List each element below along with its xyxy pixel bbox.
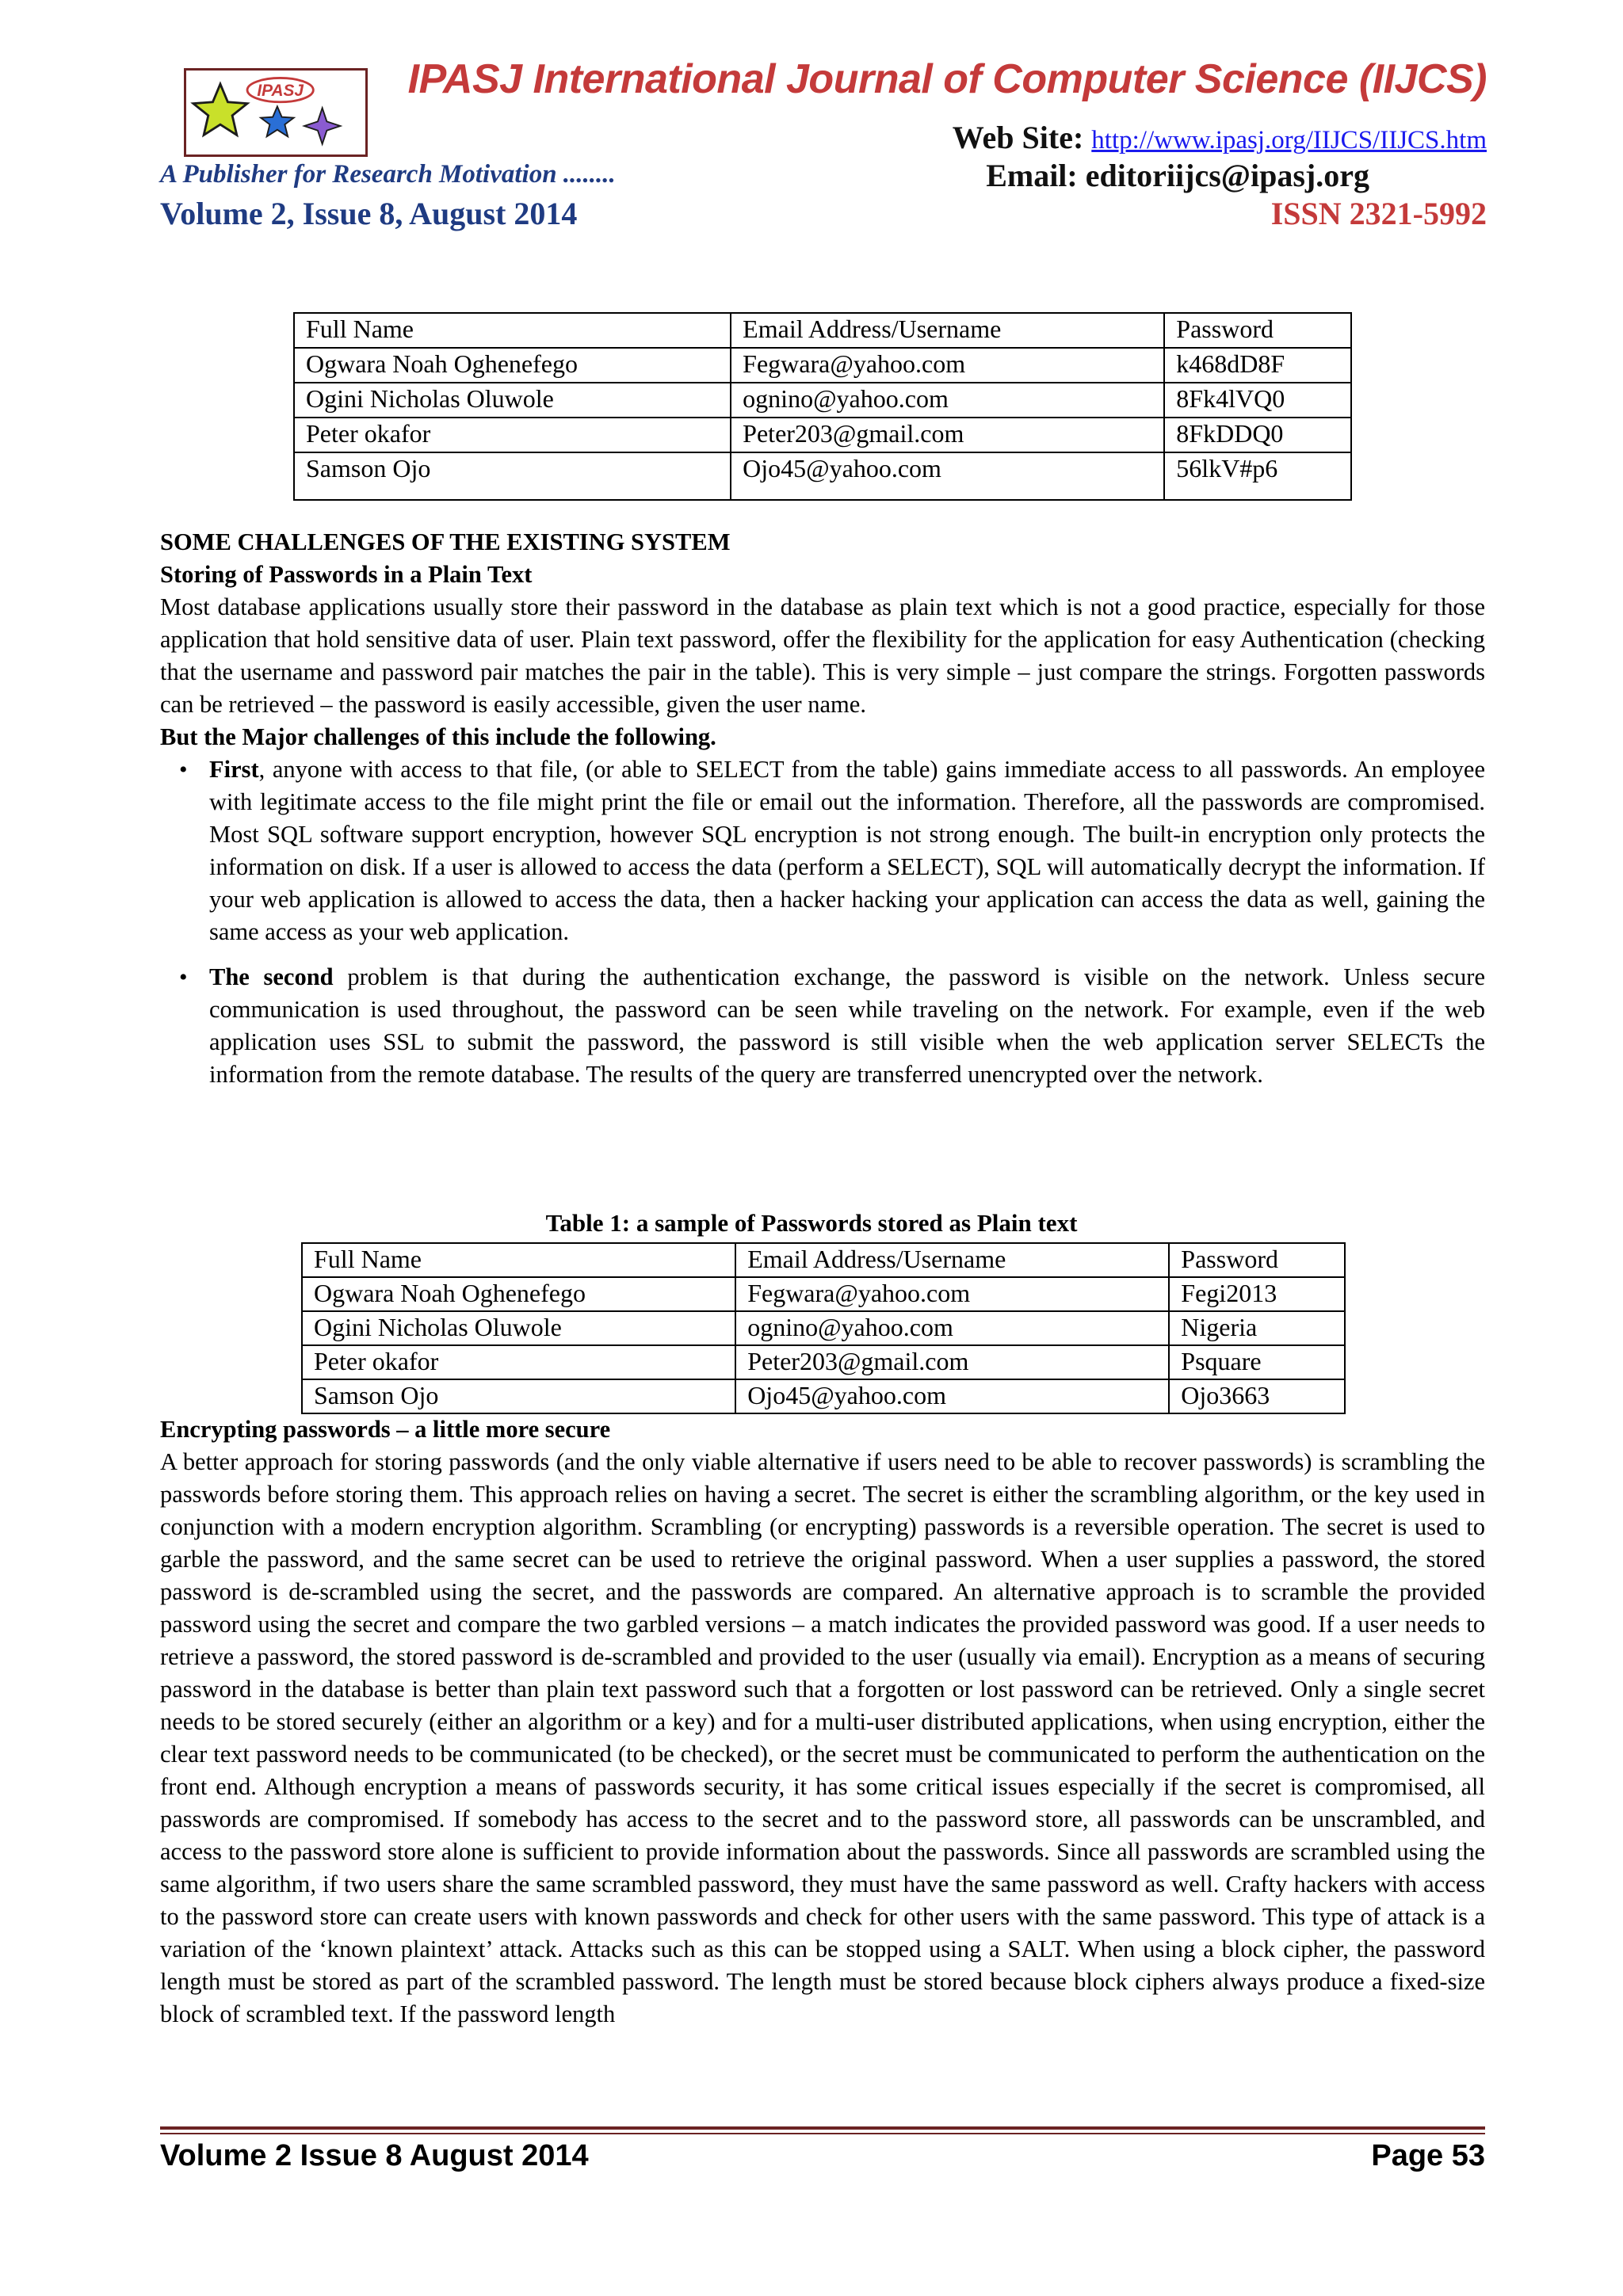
publisher-tagline: A Publisher for Research Motivation ........: [160, 160, 616, 189]
table-row: [294, 452, 1351, 500]
cell-password: Ojo3663: [1169, 1379, 1345, 1413]
section-subheading: Storing of Passwords in a Plain Text: [160, 561, 533, 588]
plain-text-password-table: [301, 1242, 1346, 1414]
challenges-section: [160, 526, 1485, 1091]
bullet-lead: First: [209, 756, 259, 783]
encrypting-section: [160, 1413, 1485, 2031]
table-row: [302, 1345, 1345, 1379]
logo-stars-icon: [186, 71, 365, 154]
table-row: [302, 1277, 1345, 1311]
page-number: Page 53: [1371, 2139, 1485, 2172]
cell-password: 8FkDDQ0: [1164, 418, 1351, 452]
cell-email: Ojo45@yahoo.com: [735, 1379, 1169, 1413]
section-heading: SOME CHALLENGES OF THE EXISTING SYSTEM: [160, 528, 731, 555]
header-cell: Email Address/Username: [731, 313, 1164, 348]
table-row: [294, 348, 1351, 383]
header-cell: Email Address/Username: [735, 1243, 1169, 1277]
table-row: [294, 383, 1351, 418]
encrypting-heading: Encrypting passwords – a little more secure: [160, 1416, 611, 1443]
cell-email: Peter203@gmail.com: [735, 1345, 1169, 1379]
cell-full-name: Ogini Nicholas Oluwole: [302, 1311, 735, 1345]
cell-password: Nigeria: [1169, 1311, 1345, 1345]
encrypted-password-table: [293, 312, 1352, 501]
cell-password: 56lkV#p6: [1164, 452, 1351, 500]
cell-password: Psquare: [1169, 1345, 1345, 1379]
list-item: [160, 961, 1485, 1091]
volume-issue: Volume 2, Issue 8, August 2014: [160, 196, 578, 231]
challenges-list: [160, 753, 1485, 1091]
table-header-row: [302, 1243, 1345, 1277]
email-line: Email: editoriijcs@ipasj.org: [986, 158, 1369, 193]
cell-full-name: Ogwara Noah Oghenefego: [302, 1277, 735, 1311]
journal-title: IPASJ International Journal of Computer Science (IIJCS): [407, 56, 1487, 102]
website-label: Web Site:: [952, 120, 1084, 155]
cell-full-name: Ogwara Noah Oghenefego: [294, 348, 731, 383]
table-row: [302, 1311, 1345, 1345]
cell-email: Fegwara@yahoo.com: [735, 1277, 1169, 1311]
website-link[interactable]: http://www.ipasj.org/IIJCS/IIJCS.htm: [1091, 126, 1487, 154]
bullet-text: , anyone with access to that file, (or able to SELECT from the table) gains immediate access to all passwords. An employee with legitimate access to the file might print the file or email out the information. Therefore, all the passwords are compromised. Most SQL software support encryption, however SQL encryption is not strong enough. The built-in encryption only protects the information on disk. If a user is allowed to access the data (perform a SELECT), SQL will automatically decrypt the information. If your web application is allowed to access the data, then a hacker hacking your application can access the data as well, gaining the same access as your web application.: [209, 756, 1485, 945]
cell-full-name: Samson Ojo: [302, 1379, 735, 1413]
cell-full-name: Peter okafor: [302, 1345, 735, 1379]
ipasj-logo: [184, 68, 368, 157]
cell-email: Peter203@gmail.com: [731, 418, 1164, 452]
cell-email: Fegwara@yahoo.com: [731, 348, 1164, 383]
website-line: [953, 119, 1487, 156]
cell-full-name: Ogini Nicholas Oluwole: [294, 383, 731, 418]
issn: ISSN 2321-5992: [1270, 196, 1487, 231]
plain-text-paragraph: Most database applications usually store their password in the database as plain text which is not a good practice, especially for those application that hold sensitive data of user. Plain text password, offer the flexibility for the application for easy Authentication (checking that the username and password pair matches the pair in the table). This is very simple – just compare the strings. Forgotten passwords can be retrieved – the password is easily accessible, given the user name.: [160, 593, 1485, 718]
cell-full-name: Peter okafor: [294, 418, 731, 452]
table-caption: Table 1: a sample of Passwords stored as Plain text: [545, 1209, 1078, 1237]
footer-volume: Volume 2 Issue 8 August 2014: [160, 2139, 589, 2172]
cell-password: Fegi2013: [1169, 1277, 1345, 1311]
table-row: [302, 1379, 1345, 1413]
encrypting-paragraph: A better approach for storing passwords (and the only viable alternative if users need to be able to recover passwords) is scrambling the passwords before storing them. This approach relies on having a secret. The secret is either the scrambling algorithm, or the key used in conjunction with a modern encryption algorithm. Scrambling (or encrypting) passwords is a reversible operation. The secret is used to garble the password, and the same secret can be used to retrieve the original password. When a user supplies a password, the stored password is de-scrambled using the secret, and the passwords are compared. An alternative approach is to scramble the provided password using the secret and compare the two garbled versions – a match indicates the provided password was good. If a user needs to retrieve a password, the stored password is de-scrambled and provided to the user (usually via email). Encryption as a means of securing password in the database is better than plain text password such that a forgotten or lost password can be retrieved. Only a single secret needs to be stored securely (either an algorithm or a key) and for a multi-user distributed applications, when using encryption, either the clear text password needs to be communicated (to be checked), or the secret must be communicated to perform the authentication on the front end. Although encryption a means of passwords security, it has some critical issues especially if the secret is compromised, all passwords are compromised. If somebody has access to the secret and to the password store, all passwords can be unscrambled, and access to the password store alone is sufficient to provide information about the passwords. Since all passwords are scrambled using the same algorithm, if two users share the same scrambled password, they must have the same password as well. Crafty hackers with access to the password store can create users with known passwords and check for other users with the same password. This type of attack is a variation of the ‘known plaintext’ attack. Attacks such as this can be stopped using a SALT. When using a block cipher, the password length must be stored as part of the scrambled password. The length must be stored because block ciphers always produce a fixed-size block of scrambled text. If the password length: [160, 1448, 1485, 2027]
bullet-lead: The second: [209, 963, 334, 990]
cell-email: Ojo45@yahoo.com: [731, 452, 1164, 500]
table-row: [294, 418, 1351, 452]
cell-full-name: Samson Ojo: [294, 452, 731, 500]
logo-text: IPASJ: [257, 82, 304, 101]
cell-email: ognino@yahoo.com: [731, 383, 1164, 418]
footer-divider-thin: [160, 2133, 1485, 2134]
bullet-icon: •: [179, 964, 188, 990]
cell-email: ognino@yahoo.com: [735, 1311, 1169, 1345]
bullet-text: problem is that during the authentication exchange, the password is visible on the network. Unless secure communication is used throughout, the password can be seen while traveling on the network. For example, even if the web application uses SSL to submit the password, the password is still visible when the web application server SELECTs the information from the remote database. The results of the query are transferred unencrypted over the network.: [209, 963, 1485, 1088]
header-cell: Full Name: [302, 1243, 735, 1277]
bullet-icon: •: [179, 757, 188, 783]
list-item: [160, 753, 1485, 948]
challenges-heading: But the Major challenges of this include the following.: [160, 723, 716, 750]
footer-divider: [160, 2126, 1485, 2130]
cell-password: 8Fk4lVQ0: [1164, 383, 1351, 418]
table-header-row: [294, 313, 1351, 348]
header-cell: Password: [1164, 313, 1351, 348]
header-cell: Password: [1169, 1243, 1345, 1277]
header-cell: Full Name: [294, 313, 731, 348]
cell-password: k468dD8F: [1164, 348, 1351, 383]
